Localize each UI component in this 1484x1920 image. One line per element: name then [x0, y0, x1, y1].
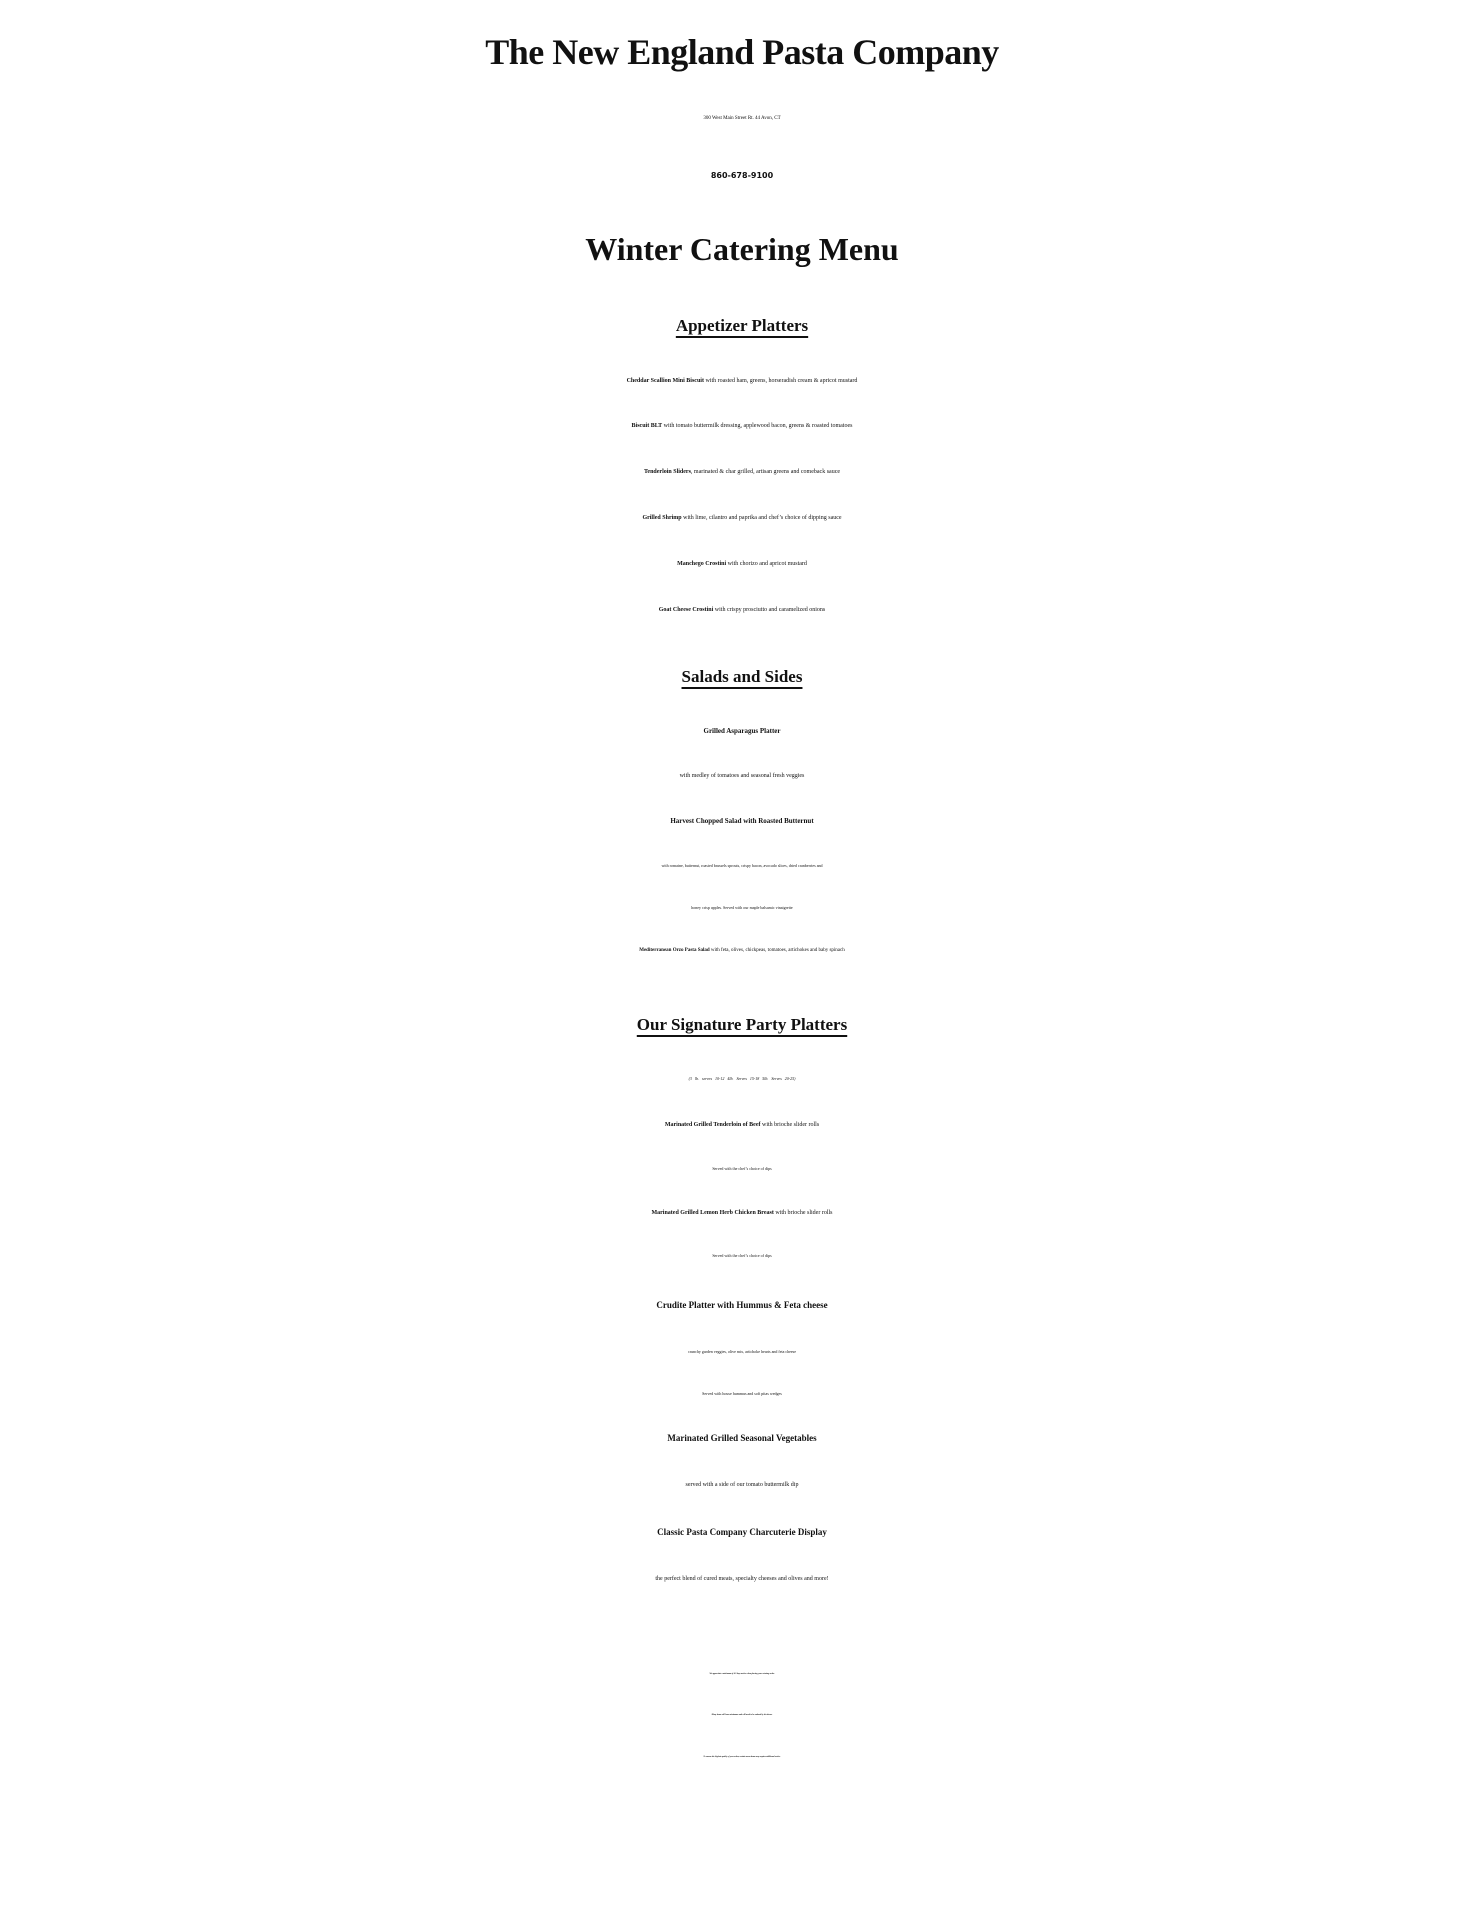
item-description: , marinated & char grilled, artisan greens and comeback sauce [690, 469, 841, 475]
appetizer-heading: Appetizer Platters [675, 316, 809, 335]
menu-item [0, 1210, 1484, 1216]
menu-title: Winter Catering Menu [585, 231, 899, 267]
menu-item [0, 607, 1484, 613]
item-name: Goat Cheese Crostini [658, 607, 714, 613]
vegetables-description: served with a side of our tomato buttermilk dip [685, 1482, 799, 1488]
beef-subtext: Served with the chef’s choice of dips [712, 1166, 772, 1171]
item-description: with lime, cilantro and paprika and chef’s choice of dipping sauce [681, 515, 842, 521]
crudite-description: crunchy garden veggies, olive mix, artichoke hearts and feta cheese [687, 1349, 797, 1354]
salads-heading: Salads and Sides [681, 667, 803, 686]
crudite-description: Served with house hummus and soft pitas wedges [702, 1391, 782, 1396]
item-description: with brioche slider rolls [773, 1210, 833, 1216]
company-name: The New England Pasta Company [485, 32, 999, 72]
menu-item [0, 423, 1484, 429]
menu-item [0, 378, 1484, 384]
menu-item [0, 561, 1484, 567]
item-name: Grilled Shrimp [642, 515, 682, 521]
item-description: with chorizo and apricot mustard [726, 561, 807, 567]
ordering-note: Many items will have minimums and will need to be ordered by the dozen. [711, 1714, 773, 1716]
menu-item [0, 515, 1484, 521]
ordering-note: To ensure the highest quality of your order, certain menu items may require additional notice. [703, 1756, 781, 1758]
platters-heading: Our Signature Party Platters [636, 1015, 848, 1034]
item-description: with brioche slider rolls [760, 1122, 820, 1128]
asparagus-description: with medley of tomatoes and seasonal fresh veggies [679, 773, 805, 779]
chicken-subtext: Served with the chef’s choice of dips [712, 1253, 772, 1258]
menu-item [0, 469, 1484, 475]
item-description: with tomato buttermilk dressing, applewood bacon, greens & roasted tomatoes [662, 423, 853, 429]
crudite-name: Crudite Platter with Hummus & Feta cheese [656, 1300, 828, 1310]
asparagus-name: Grilled Asparagus Platter [703, 727, 781, 735]
item-name: Manchego Crostini [677, 561, 727, 567]
harvest-salad-description: with romaine, butternut, roasted brussels sprouts, crispy bacon, avocado slices, dried cranberries and [661, 863, 823, 868]
item-description: with feta, olives, chickpeas, tomatoes, artichokes and baby spinach [709, 948, 845, 953]
item-name: Biscuit BLT [631, 423, 663, 429]
item-description: with roasted ham, greens, horseradish cream & apricot mustard [703, 378, 858, 384]
ordering-note: We appreciate a minimum of 4-5 days notice when placing your catering order. [709, 1673, 775, 1675]
phone-number: 860-678-9100 [710, 171, 774, 180]
address: 300 West Main Street Rt. 44 Avon, CT [703, 116, 781, 121]
harvest-salad-name: Harvest Chopped Salad with Roasted Butternut [670, 817, 814, 825]
item-description: with crispy prosciutto and caramelized onions [713, 607, 826, 613]
item-name: Marinated Grilled Lemon Herb Chicken Breast [651, 1210, 774, 1216]
charcuterie-description: the perfect blend of cured meats, specialty cheeses and olives and more! [655, 1576, 829, 1582]
harvest-salad-description: honey crisp apples. Served with our maple balsamic vinaigrette [691, 905, 793, 910]
menu-item [0, 948, 1484, 953]
vegetables-name: Marinated Grilled Seasonal Vegetables [667, 1433, 817, 1443]
platter-sizes: (3 lb. serves 10-12 4lb. Serves 15-18 5lb. Serves 20-25) [688, 1076, 796, 1081]
item-name: Cheddar Scallion Mini Biscuit [626, 378, 704, 384]
item-name: Marinated Grilled Tenderloin of Beef [664, 1122, 761, 1128]
menu-item [0, 1122, 1484, 1128]
item-name: Tenderloin Sliders [643, 469, 691, 475]
item-name: Mediterranean Orzo Pasta Salad [639, 948, 710, 953]
charcuterie-name: Classic Pasta Company Charcuterie Display [657, 1527, 827, 1537]
